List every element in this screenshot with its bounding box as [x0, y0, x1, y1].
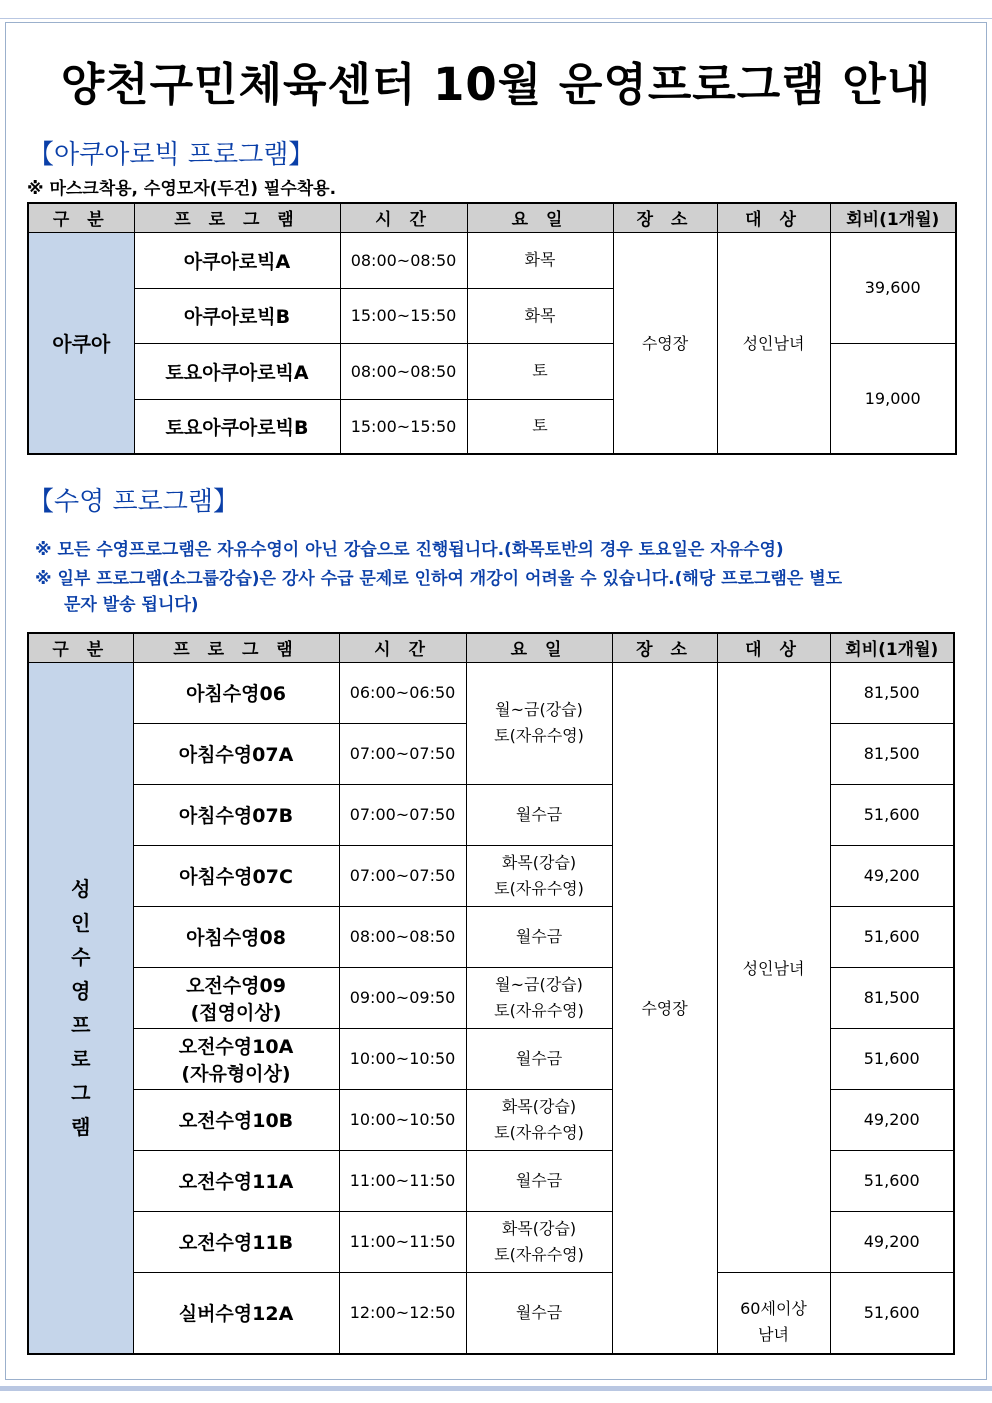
program-fee: 51,600 [830, 1028, 954, 1089]
bottom-rule [0, 1386, 992, 1391]
program-time: 11:00~11:50 [339, 1150, 466, 1211]
header-fee: 회비(1개월) [830, 633, 954, 662]
aqua-header-row [28, 203, 956, 232]
table-row [28, 1272, 954, 1354]
program-name: 아침수영07C [133, 845, 339, 906]
top-rule [0, 18, 992, 19]
program-name: 아쿠아로빅B [134, 288, 340, 343]
program-day: 화목 [467, 232, 613, 288]
program-time: 06:00~06:50 [339, 662, 466, 723]
aqua-note: ※ 마스크착용, 수영모자(두건) 필수착용. [27, 179, 337, 199]
program-name: 아침수영06 [133, 662, 339, 723]
aqua-table [27, 202, 957, 455]
program-day: 화목(강습) 토(자유수영) [466, 845, 612, 906]
program-name: 오전수영10B [133, 1089, 339, 1150]
program-name: 토요아쿠아로빅A [134, 343, 340, 399]
program-fee: 51,600 [830, 784, 954, 845]
header-place: 장 소 [612, 633, 717, 662]
program-time: 11:00~11:50 [339, 1211, 466, 1272]
header-place: 장 소 [613, 203, 717, 232]
aqua-category: 아쿠아 [28, 232, 134, 454]
program-name: 오전수영11A [133, 1150, 339, 1211]
header-category: 구 분 [28, 203, 134, 232]
header-time: 시 간 [340, 203, 467, 232]
header-day: 요 일 [466, 633, 612, 662]
program-time: 08:00~08:50 [339, 906, 466, 967]
program-fee: 81,500 [830, 662, 954, 723]
swim-note-2-cont: 문자 발송 됩니다) [64, 595, 199, 615]
program-time: 07:00~07:50 [339, 784, 466, 845]
header-target: 대 상 [717, 203, 830, 232]
page-title: 양천구민체육센터 10월 운영프로그램 안내 [60, 58, 932, 111]
program-name: 토요아쿠아로빅B [134, 399, 340, 454]
program-day: 화목(강습) 토(자유수영) [466, 1211, 612, 1272]
program-time: 10:00~10:50 [339, 1089, 466, 1150]
aqua-fee-saturday: 19,000 [830, 343, 956, 454]
program-name: 오전수영11B [133, 1211, 339, 1272]
program-day: 월수금 [466, 1272, 612, 1354]
program-time: 07:00~07:50 [339, 723, 466, 784]
program-day: 토 [467, 399, 613, 454]
program-day: 월수금 [466, 1150, 612, 1211]
aqua-target: 성인남녀 [717, 232, 830, 454]
swim-target-adult: 성인남녀 [717, 662, 830, 1272]
program-name: 오전수영09 (접영이상) [133, 967, 339, 1028]
program-name: 아침수영07A [133, 723, 339, 784]
program-day: 월~금(강습) 토(자유수영) [466, 967, 612, 1028]
swim-place: 수영장 [612, 662, 717, 1354]
table-row [28, 662, 954, 723]
program-time: 10:00~10:50 [339, 1028, 466, 1089]
program-time: 08:00~08:50 [340, 343, 467, 399]
header-target: 대 상 [717, 633, 830, 662]
header-time: 시 간 [339, 633, 466, 662]
program-day: 월~금(강습) 토(자유수영) [466, 662, 612, 784]
program-fee: 49,200 [830, 1089, 954, 1150]
program-fee: 49,200 [830, 845, 954, 906]
swim-header-row [28, 633, 954, 662]
header-program: 프 로 그 램 [133, 633, 339, 662]
program-day: 화목 [467, 288, 613, 343]
program-fee: 49,200 [830, 1211, 954, 1272]
table-row [28, 232, 956, 288]
aqua-place: 수영장 [613, 232, 717, 454]
swim-target-senior: 60세이상 남녀 [717, 1272, 830, 1354]
swim-note-1: ※ 모든 수영프로그램은 자유수영이 아닌 강습으로 진행됩니다.(화목토반의 경우 토요일은 자유수영) [35, 540, 784, 560]
program-day: 토 [467, 343, 613, 399]
swim-category [28, 662, 133, 1354]
swim-table [27, 632, 955, 1355]
program-day: 월수금 [466, 1028, 612, 1089]
program-name: 오전수영10A (자유형이상) [133, 1028, 339, 1089]
aqua-fee-weekday: 39,600 [830, 232, 956, 343]
program-fee: 51,600 [830, 906, 954, 967]
swim-section-title: 【수영 프로그램】 [28, 487, 239, 517]
program-fee: 51,600 [830, 1150, 954, 1211]
swim-note-2: ※ 일부 프로그램(소그룹강습)은 강사 수급 문제로 인하여 개강이 어려울 수 있습니다.(해당 프로그램은 별도 [35, 569, 843, 589]
program-time: 08:00~08:50 [340, 232, 467, 288]
program-day: 월수금 [466, 784, 612, 845]
aqua-section-title: 【아쿠아로빅 프로그램】 [28, 140, 315, 170]
program-time: 12:00~12:50 [339, 1272, 466, 1354]
program-fee: 51,600 [830, 1272, 954, 1354]
header-fee: 회비(1개월) [830, 203, 956, 232]
program-fee: 81,500 [830, 967, 954, 1028]
swim-category-vertical: 성 인 수 영 프 로 그 램 [71, 876, 91, 1139]
program-time: 15:00~15:50 [340, 399, 467, 454]
header-program: 프 로 그 램 [134, 203, 340, 232]
program-time: 15:00~15:50 [340, 288, 467, 343]
program-time: 07:00~07:50 [339, 845, 466, 906]
program-name: 아침수영08 [133, 906, 339, 967]
program-name: 아침수영07B [133, 784, 339, 845]
program-time: 09:00~09:50 [339, 967, 466, 1028]
program-day: 화목(강습) 토(자유수영) [466, 1089, 612, 1150]
program-fee: 81,500 [830, 723, 954, 784]
program-day: 월수금 [466, 906, 612, 967]
header-category: 구 분 [28, 633, 133, 662]
header-day: 요 일 [467, 203, 613, 232]
program-name: 아쿠아로빅A [134, 232, 340, 288]
program-name: 실버수영12A [133, 1272, 339, 1354]
